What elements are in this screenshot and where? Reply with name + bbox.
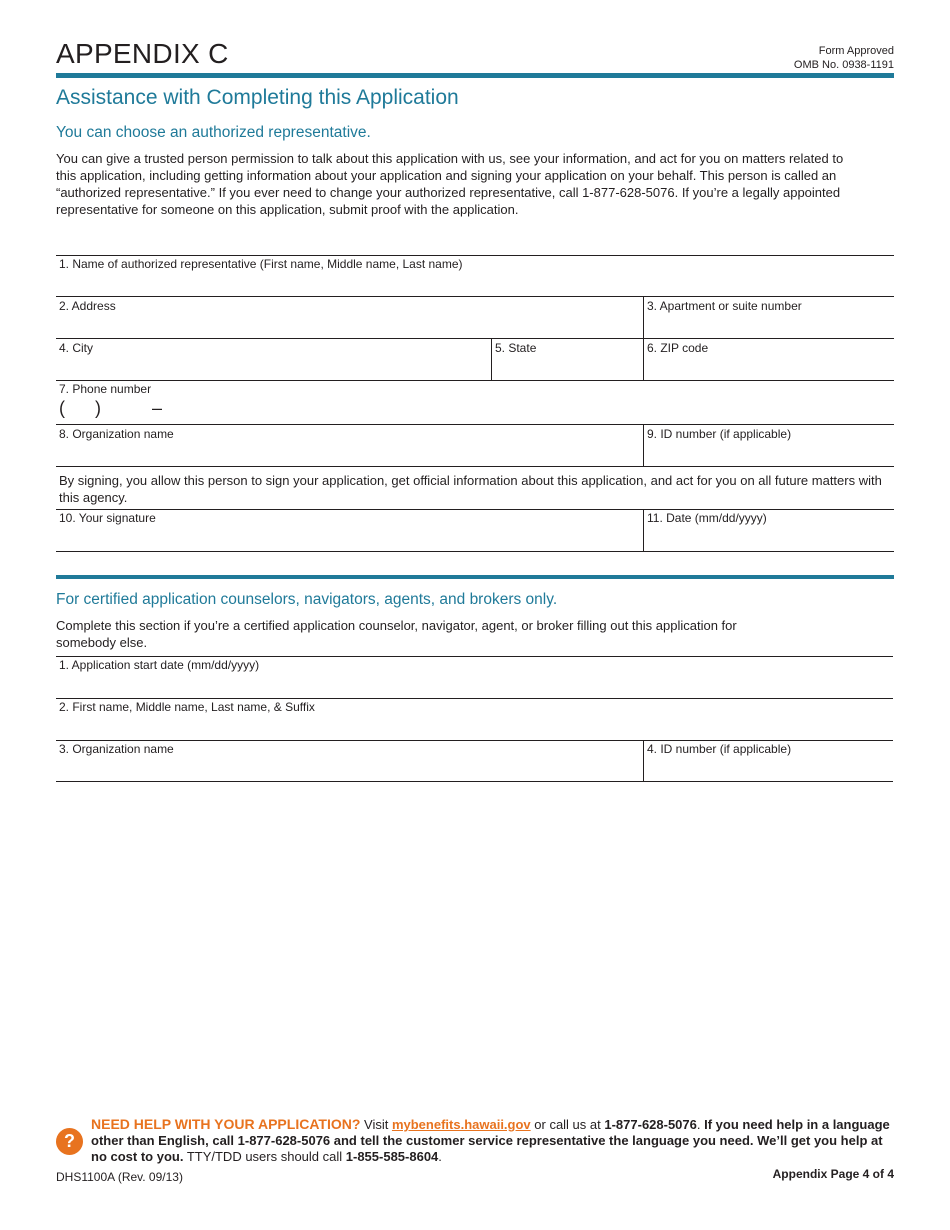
- appendix-title: APPENDIX C: [56, 38, 229, 69]
- form-rule: [56, 740, 893, 741]
- form-rule: [56, 296, 894, 297]
- form-rule: [56, 551, 894, 552]
- field-divider: [643, 296, 644, 338]
- form-rule: [56, 509, 894, 510]
- form-rule: [56, 424, 894, 425]
- form-approved-text: Form Approved: [818, 45, 894, 57]
- form-rule: [56, 338, 894, 339]
- address-field[interactable]: 2. Address: [59, 299, 116, 313]
- form-rule: [56, 698, 893, 699]
- page-number: Appendix Page 4 of 4: [772, 1167, 894, 1181]
- help-icon: ?: [56, 1128, 83, 1155]
- field-divider: [643, 338, 644, 380]
- zip-field[interactable]: 6. ZIP code: [647, 341, 709, 355]
- certified-heading: For certified application counselors, navigators, agents, and brokers only.: [56, 591, 558, 608]
- state-field[interactable]: 5. State: [495, 341, 537, 355]
- help-heading: NEED HELP WITH YOUR APPLICATION?: [91, 1116, 361, 1132]
- id-number-field[interactable]: 9. ID number (if applicable): [647, 427, 792, 441]
- form-rule: [56, 656, 893, 657]
- phone-close-paren: ): [95, 398, 101, 418]
- start-date-field[interactable]: 1. Application start date (mm/dd/yyyy): [59, 658, 260, 672]
- top-divider-bar: [56, 73, 894, 78]
- form-id: DHS1100A (Rev. 09/13): [56, 1170, 183, 1184]
- date-field[interactable]: 11. Date (mm/dd/yyyy): [647, 511, 767, 525]
- rep-name-field[interactable]: 1. Name of authorized representative (First name, Middle name, Last name): [59, 257, 463, 271]
- section-divider-bar: [56, 575, 894, 579]
- field-divider: [643, 424, 644, 466]
- field-divider: [643, 740, 644, 782]
- counselor-name-field[interactable]: 2. First name, Middle name, Last name, & Suffix: [59, 700, 315, 714]
- omb-approval: [794, 44, 894, 72]
- language-help-text: If you need help in a language other than English, call 1-877-628-5076 and tell the customer service representative the language you need. We’ll get you help at no cost to you.: [91, 1117, 890, 1164]
- section-title: Assistance with Completing this Application: [56, 86, 459, 109]
- field-divider: [491, 338, 492, 380]
- section-paragraph: You can give a trusted person permission to talk about this application with us, see your information, and act for you on matters related to this application, including getting information about your application and signing your application on your behalf. This person is called an “authorized representative.” If you ever need to change your authorized representative, call 1-877-628-5076. If you’re a legally appointed representative for someone on this application, submit proof with the application.: [56, 151, 844, 217]
- help-period: .: [696, 1117, 705, 1132]
- cert-id-number-field[interactable]: 4. ID number (if applicable): [647, 742, 792, 756]
- form-rule: [56, 466, 894, 467]
- help-message: [91, 1116, 891, 1165]
- form-rule: [56, 255, 894, 256]
- help-visit-text: Visit: [360, 1117, 392, 1132]
- cert-organization-field[interactable]: 3. Organization name: [59, 742, 174, 756]
- field-divider: [643, 509, 644, 551]
- section-subheading: You can choose an authorized representative.: [56, 124, 371, 141]
- consent-text: By signing, you allow this person to sign your application, get official information about this application, and act for you on all future matters with this agency.: [59, 473, 882, 505]
- form-rule: [56, 781, 893, 782]
- certified-paragraph: Complete this section if you’re a certified application counselor, navigator, agent, or broker filling out this application for somebody else.: [56, 618, 737, 650]
- help-call-text: or call us at: [530, 1117, 605, 1132]
- tty-text: TTY/TDD users should call: [183, 1149, 346, 1164]
- apartment-field[interactable]: 3. Apartment or suite number: [647, 299, 802, 313]
- phone-dash: –: [152, 398, 163, 418]
- city-field[interactable]: 4. City: [59, 341, 94, 355]
- omb-number: OMB No. 0938-1191: [793, 59, 894, 71]
- help-phone: 1-877-628-5076: [604, 1117, 697, 1132]
- tty-phone: 1-855-585-8604: [345, 1149, 439, 1164]
- form-rule: [56, 380, 894, 381]
- organization-field[interactable]: 8. Organization name: [59, 427, 174, 441]
- help-end-period: .: [438, 1149, 442, 1164]
- benefits-link[interactable]: mybenefits.hawaii.gov: [391, 1117, 531, 1132]
- phone-field[interactable]: 7. Phone number: [59, 382, 152, 396]
- phone-open-paren: (: [59, 398, 65, 418]
- signature-field[interactable]: 10. Your signature: [59, 511, 156, 525]
